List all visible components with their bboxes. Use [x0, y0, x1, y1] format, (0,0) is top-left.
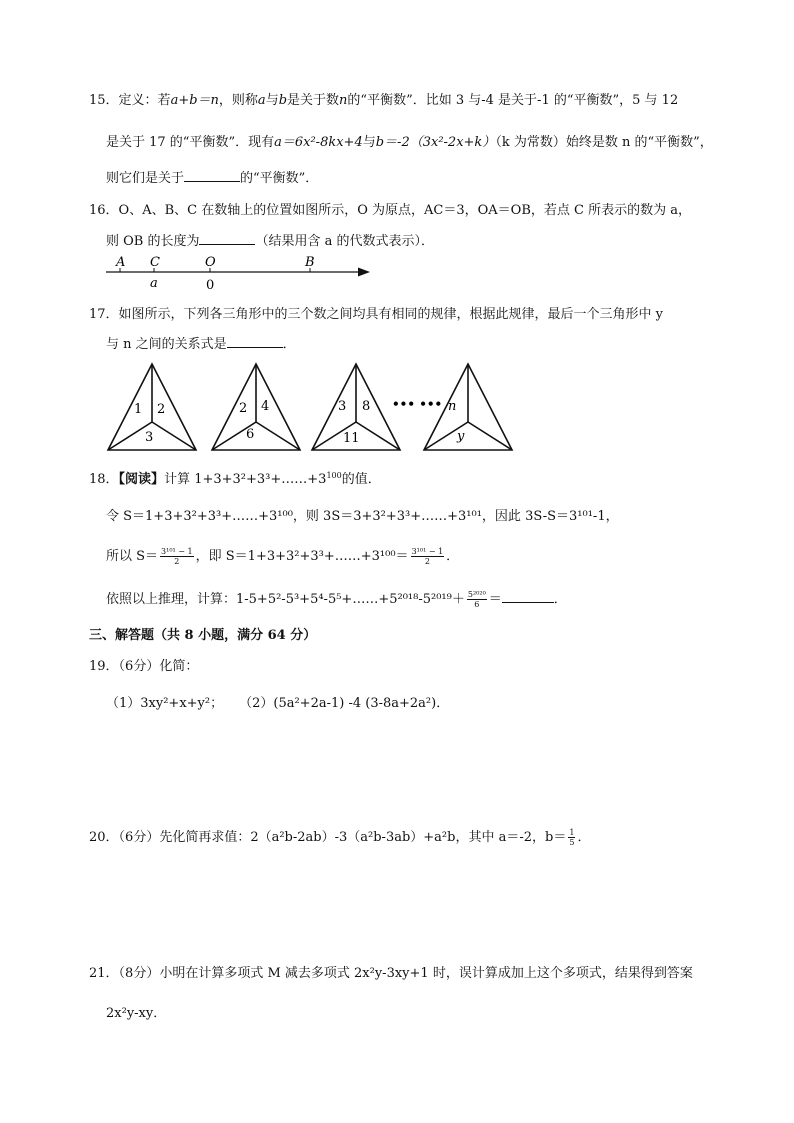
question-number: 19． — [89, 659, 119, 674]
ellipsis-icon: ••• ••• — [392, 397, 443, 411]
arrow-head-icon — [358, 268, 370, 277]
triangle-3-left: 3 — [338, 399, 347, 414]
answer-blank[interactable] — [199, 230, 255, 245]
question-18-line-2: 令 S＝1+3+3²+3³+……+3¹⁰⁰，则 3S＝3+3²+3³+……+3¹⁰¹，因此 3S-S＝3¹⁰¹-1， — [106, 509, 619, 524]
triangle-1-right: 2 — [157, 402, 166, 417]
question-15-line-3: 则它们是关于 的“平衡数”． — [106, 167, 318, 186]
label-B: B — [305, 255, 315, 270]
question-19-line-2: （1）3xy²+x+y²； （2）(5a²+2a-1) -4 (3-8a+2a²)． — [106, 696, 450, 711]
question-number: 15． — [89, 93, 119, 108]
triangle-4-left: n — [448, 399, 457, 414]
triangle-4-bottom: y — [457, 429, 465, 444]
label-zero: 0 — [206, 278, 215, 292]
question-number: 18． — [89, 472, 119, 487]
question-18: 18．【阅读】计算 $1+3+3^2+3^3+\dots\dots+3^{100}$的值． — [89, 471, 381, 487]
question-17: 17．如图所示，下列各三角形中的三个数之间均具有相同的规律，根据此规律，最后一个三角形中 y — [89, 307, 664, 322]
triangle-1-left: 1 — [134, 402, 143, 417]
triangle-3-right: 8 — [362, 399, 371, 414]
triangle-2-left: 2 — [239, 401, 248, 416]
fraction: $\frac{1}{5}$ — [569, 828, 575, 847]
question-21-line-2: 2x²y-xy． — [106, 1006, 167, 1021]
question-number: 20． — [89, 830, 119, 845]
triangle-3-bottom: 11 — [343, 431, 360, 446]
question-16: 16．O、A、B、C 在数轴上的位置如图所示，O 为原点，AC＝3，OA＝OB，若点 C 所表示的数为 a， — [89, 203, 691, 218]
question-18-line-4: 依照以上推理，计算：1-5+5²-5³+5⁴-5⁵+……+5²⁰¹⁸-5²⁰¹⁹＋ $\frac{\text{5²⁰²⁰}}{6}$ ＝ ． — [106, 590, 567, 609]
fraction: $\frac{\text{3¹⁰¹ − 1}}{2}$ — [411, 547, 444, 566]
question-15: 15．定义：若a+b＝n，则称a与b是关于数n的“平衡数”．比如 3 与-4 是关于-1 的“平衡数”，5 与 12 — [89, 93, 679, 108]
label-C: C — [150, 255, 160, 270]
answer-blank[interactable] — [502, 588, 554, 603]
triangle-2 — [212, 364, 300, 450]
fraction: $\frac{\text{5²⁰²⁰}}{6}$ — [467, 590, 486, 609]
question-number: 17． — [89, 307, 119, 322]
triangle-1-bottom: 3 — [145, 430, 154, 445]
question-15-line-2: 是关于 17 的“平衡数”．现有a＝6x²-8kx+4与b＝-2（3x²-2x+k）（k 为常数）始终是数 n 的“平衡数”， — [106, 135, 713, 150]
question-19: 19．（6分）化简： — [89, 659, 199, 674]
triangles-figure — [100, 358, 520, 454]
number-line-figure — [100, 252, 380, 292]
answer-blank[interactable] — [227, 333, 283, 348]
answer-blank[interactable] — [184, 167, 240, 182]
triangle-2-bottom: 6 — [246, 427, 255, 442]
question-17-line-2: 与 n 之间的关系式是 ． — [106, 333, 296, 352]
question-18-line-3: 所以 S＝ $\frac{\text{3¹⁰¹ − 1}}{2}$ ，即 S＝1+3+3²+3³+……+3¹⁰⁰＝ $\frac{\text{3¹⁰¹ − 1}}{2}$ ． — [106, 547, 460, 566]
question-number: 21． — [89, 966, 119, 981]
triangle-2-right: 4 — [261, 399, 270, 414]
question-16-line-2: 则 OB 的长度为 （结果用含 a 的代数式表示）． — [106, 230, 434, 249]
question-number: 16． — [89, 203, 119, 218]
label-O: O — [205, 255, 216, 270]
label-a: a — [150, 276, 158, 291]
section-heading: 三、解答题（共 8 小题，满分 64 分） — [89, 628, 317, 643]
question-21: 21．（8分）小明在计算多项式 M 减去多项式 2x²y-3xy+1 时，误计算成加上这个多项式，结果得到答案 — [89, 966, 693, 981]
question-20: 20．（6分）先化简再求值：2（a²b-2ab）-3（a²b-3ab）+a²b，其中 a＝-2，b＝ $\frac{1}{5}$ ． — [89, 828, 591, 847]
reading-tag: 【阅读】 — [118, 472, 165, 487]
label-A: A — [116, 255, 126, 270]
fraction: $\frac{\text{3¹⁰¹ − 1}}{2}$ — [161, 547, 193, 566]
